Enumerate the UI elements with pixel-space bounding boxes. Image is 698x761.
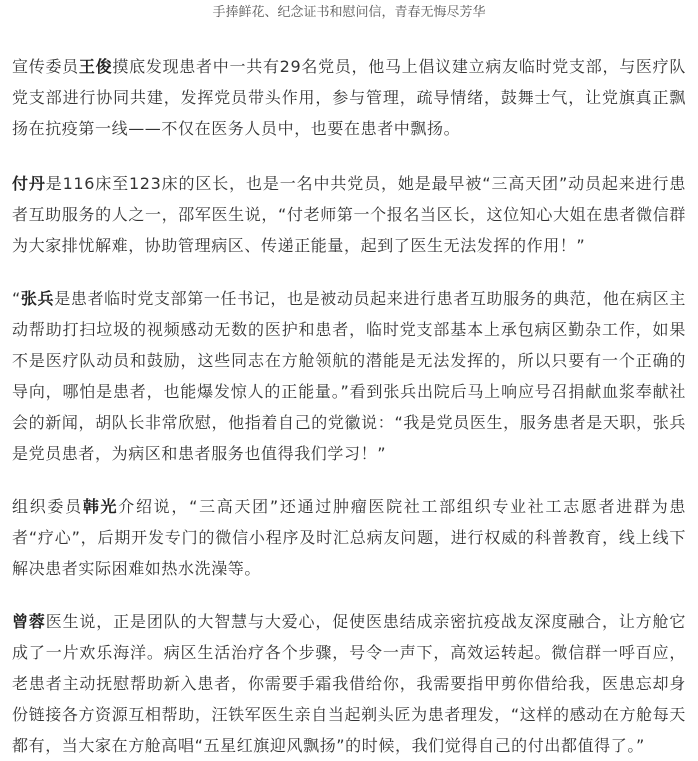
- paragraph-wang-jun: [12, 51, 686, 144]
- paragraph-lead: 宣传委员: [12, 57, 79, 76]
- paragraph-text: 是患者临时党支部第一任书记，也是被动员起来进行患者互助服务的典范，他在病区主动帮助打扫垃圾的视频感动无数的医护和患者，临时党支部基本上承包病区勤杂工作，如果不是医疗队动员和鼓励，这些同志在方舱领航的潜能是无法发挥的，所以只要有一个正确的导向，哪怕是患者，也能爆发惊人的正能量。”看到张兵出院后马上响应号召捐献血浆奉献社会的新闻，胡队长非常欣慰，他指着自己的党徽说：“我是党员医生，服务患者是天职，张兵是党员患者，为病区和患者服务也值得我们学习！”: [12, 289, 686, 463]
- paragraph-text: 介绍说，“三高天团”还通过肿瘤医院社工部组织专业社工志愿者进群为患者“疗心”，后期开发专门的微信小程序及时汇总病友问题，进行权威的科普教育，线上线下解决患者实际困难如热水洗澡等。: [12, 497, 686, 578]
- photo-caption: 手捧鲜花、纪念证书和慰问信，青春无悔尽芳华: [212, 5, 486, 20]
- person-name: 张兵: [20, 289, 55, 308]
- paragraph-text: 摸底发现患者中一共有29名党员，他马上倡议建立病友临时党支部，与医疗队党支部进行协同共建，发挥党员带头作用，参与管理，疏导情绪，鼓舞士气，让党旗真正飘扬在抗疫第一线——不仅在医务人员中，也要在患者中飘扬。: [12, 57, 686, 138]
- person-name: 韩光: [82, 497, 119, 516]
- paragraph-han-guang: [12, 491, 686, 584]
- paragraph-zhang-bing: [12, 283, 686, 469]
- paragraph-fu-dan: [12, 168, 686, 261]
- paragraph-lead: 组织委员: [12, 497, 83, 516]
- paragraph-text: 是116床至123床的区长，也是一名中共党员，她是最早被“三高天团”动员起来进行患者互助服务的人之一，邵军医生说，“付老师第一个报名当区长，这位知心大姐在患者微信群为大家排忧解难，协助管理病区、传递正能量，起到了医生无法发挥的作用！”: [12, 174, 686, 255]
- paragraph-zeng-rong: [12, 606, 686, 761]
- person-name: 王俊: [78, 57, 113, 76]
- paragraph-text: 医生说，正是团队的大智慧与大爱心，促使医患结成亲密抗疫战友深度融合，让方舱它成了一片欢乐海洋。病区生活治疗各个步骤，号令一声下，高效运转起。微信群一呼百应，老患者主动抚慰帮助新入患者，你需要手霜我借给你，我需要指甲剪你借给我，医患忘却身份链接各方资源互相帮助，汪铁军医生亲自当起剃头匠为患者理发，“这样的感动在方舱每天都有，当大家在方舱高唱“五星红旗迎风飘扬”的时候，我们觉得自己的付出都值得了。”: [12, 612, 686, 755]
- person-name: 曾蓉: [12, 612, 46, 631]
- paragraph-lead: “: [12, 289, 21, 308]
- person-name: 付丹: [12, 174, 46, 193]
